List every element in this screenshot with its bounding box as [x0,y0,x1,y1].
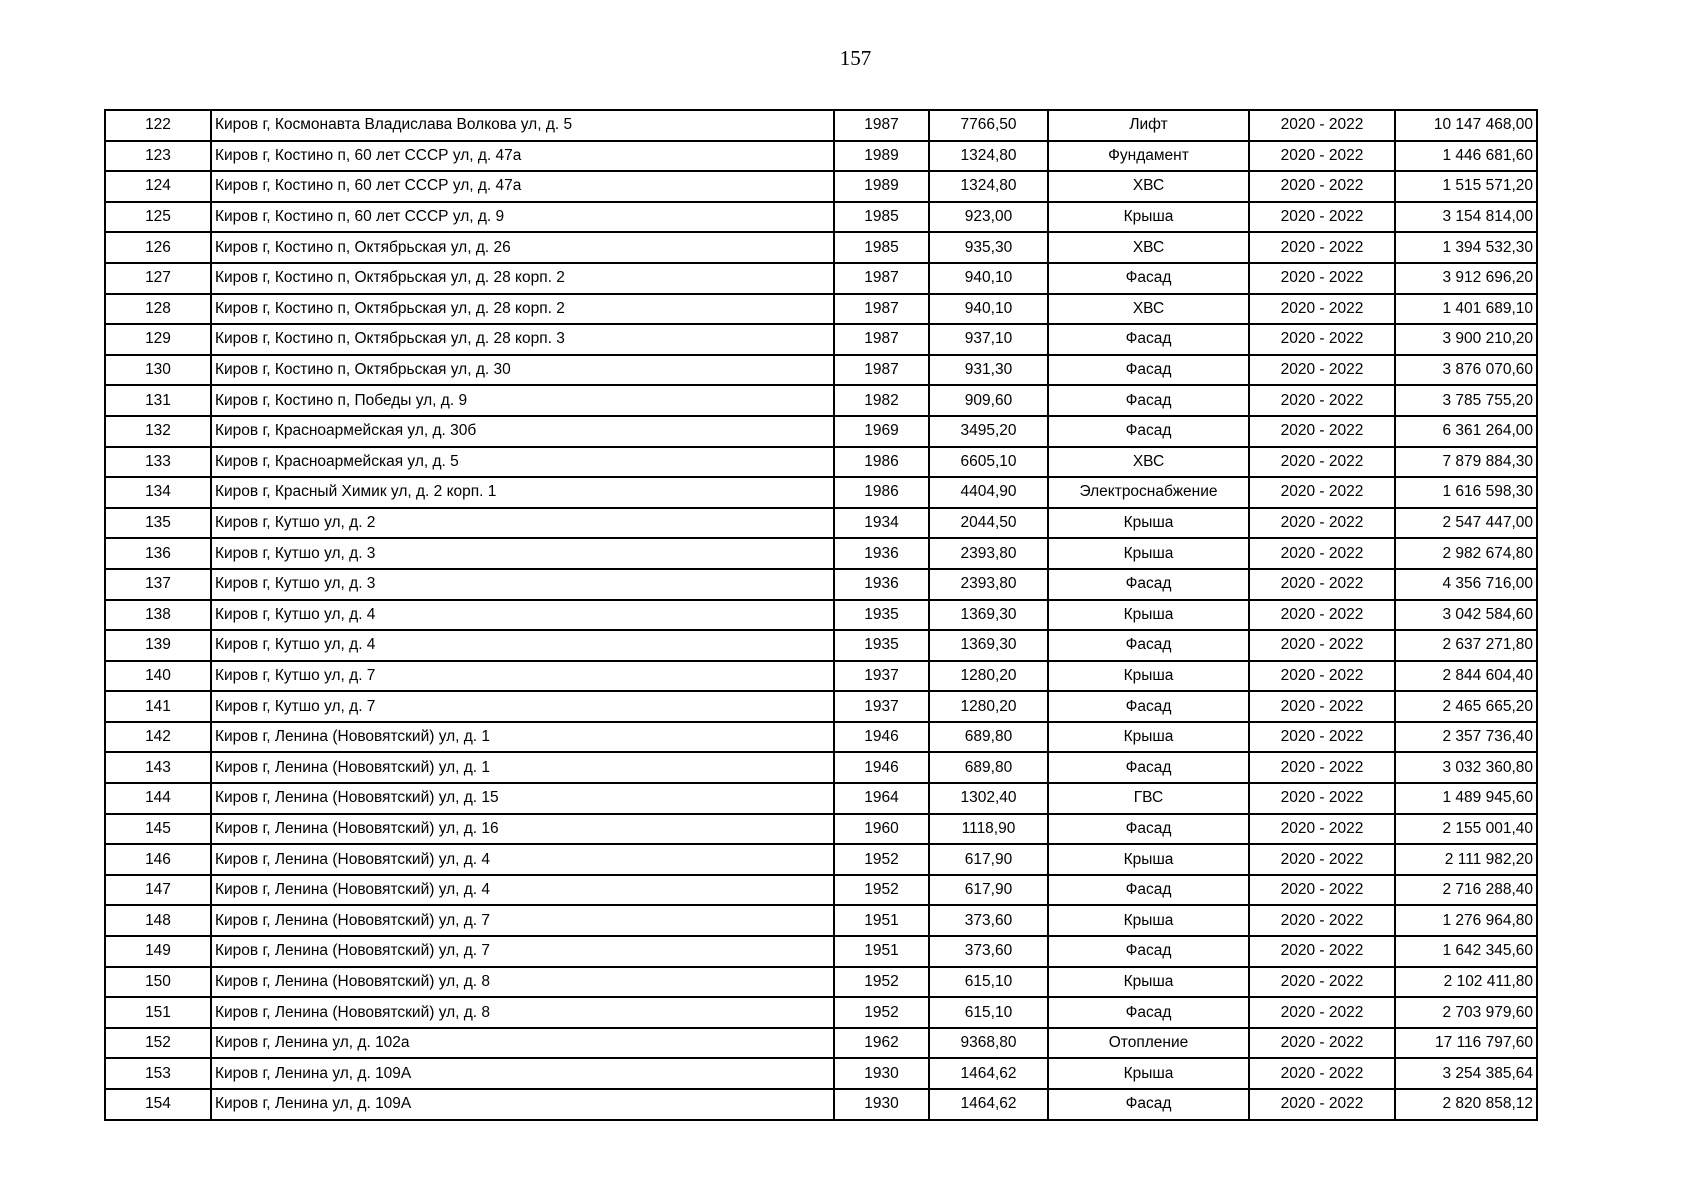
build-year-cell: 1987 [834,294,929,325]
table-row [105,294,1537,325]
address-cell: Киров г, Костино п, Победы ул, д. 9 [211,385,834,416]
area-cell: 2393,80 [929,538,1048,569]
table-body [105,110,1537,1120]
table-row [105,905,1537,936]
row-number-cell: 129 [105,324,211,355]
build-year-cell: 1936 [834,538,929,569]
table-row [105,875,1537,906]
build-year-cell: 1946 [834,752,929,783]
build-year-cell: 1936 [834,569,929,600]
row-number-cell: 140 [105,661,211,692]
area-cell: 931,30 [929,355,1048,386]
cost-cell: 7 879 884,30 [1395,447,1537,478]
work-type-cell: ГВС [1048,783,1249,814]
cost-cell: 2 637 271,80 [1395,630,1537,661]
table-row [105,691,1537,722]
area-cell: 1324,80 [929,171,1048,202]
address-cell: Киров г, Ленина ул, д. 109А [211,1058,834,1089]
area-cell: 940,10 [929,294,1048,325]
work-type-cell: Фасад [1048,263,1249,294]
row-number-cell: 144 [105,783,211,814]
row-number-cell: 151 [105,997,211,1028]
period-cell: 2020 - 2022 [1249,232,1395,263]
period-cell: 2020 - 2022 [1249,630,1395,661]
address-cell: Киров г, Кутшо ул, д. 4 [211,630,834,661]
build-year-cell: 1952 [834,875,929,906]
work-type-cell: Фасад [1048,997,1249,1028]
cost-cell: 3 032 360,80 [1395,752,1537,783]
area-cell: 7766,50 [929,110,1048,141]
table-row [105,997,1537,1028]
build-year-cell: 1951 [834,905,929,936]
cost-cell: 2 844 604,40 [1395,661,1537,692]
build-year-cell: 1930 [834,1089,929,1120]
cost-cell: 3 154 814,00 [1395,202,1537,233]
table-row [105,752,1537,783]
build-year-cell: 1964 [834,783,929,814]
address-cell: Киров г, Кутшо ул, д. 2 [211,508,834,539]
area-cell: 617,90 [929,875,1048,906]
cost-cell: 1 515 571,20 [1395,171,1537,202]
address-cell: Киров г, Ленина (Нововятский) ул, д. 16 [211,814,834,845]
period-cell: 2020 - 2022 [1249,110,1395,141]
area-cell: 1302,40 [929,783,1048,814]
work-type-cell: ХВС [1048,232,1249,263]
cost-cell: 1 446 681,60 [1395,141,1537,172]
cost-cell: 1 489 945,60 [1395,783,1537,814]
table-row [105,722,1537,753]
address-cell: Киров г, Кутшо ул, д. 7 [211,691,834,722]
build-year-cell: 1934 [834,508,929,539]
work-type-cell: Фасад [1048,752,1249,783]
address-cell: Киров г, Кутшо ул, д. 3 [211,569,834,600]
period-cell: 2020 - 2022 [1249,263,1395,294]
address-cell: Киров г, Ленина (Нововятский) ул, д. 7 [211,905,834,936]
address-cell: Киров г, Ленина (Нововятский) ул, д. 1 [211,752,834,783]
address-cell: Киров г, Космонавта Владислава Волкова ул, д. 5 [211,110,834,141]
build-year-cell: 1985 [834,202,929,233]
build-year-cell: 1952 [834,997,929,1028]
period-cell: 2020 - 2022 [1249,1058,1395,1089]
row-number-cell: 123 [105,141,211,172]
row-number-cell: 150 [105,967,211,998]
cost-cell: 1 394 532,30 [1395,232,1537,263]
cost-cell: 3 876 070,60 [1395,355,1537,386]
row-number-cell: 125 [105,202,211,233]
table-row [105,171,1537,202]
build-year-cell: 1930 [834,1058,929,1089]
row-number-cell: 133 [105,447,211,478]
row-number-cell: 137 [105,569,211,600]
period-cell: 2020 - 2022 [1249,141,1395,172]
repair-schedule-table [104,109,1538,1121]
cost-cell: 3 254 385,64 [1395,1058,1537,1089]
address-cell: Киров г, Костино п, 60 лет СССР ул, д. 47а [211,171,834,202]
cost-cell: 3 900 210,20 [1395,324,1537,355]
area-cell: 1324,80 [929,141,1048,172]
cost-cell: 1 616 598,30 [1395,477,1537,508]
work-type-cell: Фасад [1048,1089,1249,1120]
cost-cell: 2 155 001,40 [1395,814,1537,845]
period-cell: 2020 - 2022 [1249,600,1395,631]
area-cell: 1280,20 [929,691,1048,722]
area-cell: 1280,20 [929,661,1048,692]
area-cell: 689,80 [929,752,1048,783]
row-number-cell: 122 [105,110,211,141]
address-cell: Киров г, Ленина (Нововятский) ул, д. 15 [211,783,834,814]
cost-cell: 17 116 797,60 [1395,1028,1537,1059]
table-row [105,324,1537,355]
period-cell: 2020 - 2022 [1249,814,1395,845]
address-cell: Киров г, Ленина (Нововятский) ул, д. 4 [211,875,834,906]
work-type-cell: Крыша [1048,538,1249,569]
work-type-cell: Фасад [1048,691,1249,722]
build-year-cell: 1982 [834,385,929,416]
period-cell: 2020 - 2022 [1249,875,1395,906]
build-year-cell: 1986 [834,477,929,508]
cost-cell: 2 111 982,20 [1395,844,1537,875]
area-cell: 1369,30 [929,630,1048,661]
area-cell: 615,10 [929,997,1048,1028]
area-cell: 2044,50 [929,508,1048,539]
row-number-cell: 154 [105,1089,211,1120]
period-cell: 2020 - 2022 [1249,752,1395,783]
area-cell: 1118,90 [929,814,1048,845]
cost-cell: 2 102 411,80 [1395,967,1537,998]
cost-cell: 3 912 696,20 [1395,263,1537,294]
period-cell: 2020 - 2022 [1249,783,1395,814]
period-cell: 2020 - 2022 [1249,967,1395,998]
row-number-cell: 126 [105,232,211,263]
work-type-cell: Лифт [1048,110,1249,141]
work-type-cell: Фасад [1048,814,1249,845]
area-cell: 373,60 [929,936,1048,967]
row-number-cell: 132 [105,416,211,447]
period-cell: 2020 - 2022 [1249,447,1395,478]
period-cell: 2020 - 2022 [1249,294,1395,325]
area-cell: 1464,62 [929,1089,1048,1120]
period-cell: 2020 - 2022 [1249,997,1395,1028]
row-number-cell: 143 [105,752,211,783]
area-cell: 6605,10 [929,447,1048,478]
area-cell: 4404,90 [929,477,1048,508]
period-cell: 2020 - 2022 [1249,355,1395,386]
area-cell: 373,60 [929,905,1048,936]
address-cell: Киров г, Кутшо ул, д. 7 [211,661,834,692]
work-type-cell: Крыша [1048,661,1249,692]
row-number-cell: 145 [105,814,211,845]
table-row [105,263,1537,294]
period-cell: 2020 - 2022 [1249,477,1395,508]
work-type-cell: Фасад [1048,569,1249,600]
table-row [105,967,1537,998]
work-type-cell: Фасад [1048,875,1249,906]
table-row [105,141,1537,172]
work-type-cell: Крыша [1048,600,1249,631]
period-cell: 2020 - 2022 [1249,1089,1395,1120]
build-year-cell: 1985 [834,232,929,263]
table-row [105,1028,1537,1059]
row-number-cell: 153 [105,1058,211,1089]
area-cell: 940,10 [929,263,1048,294]
period-cell: 2020 - 2022 [1249,569,1395,600]
period-cell: 2020 - 2022 [1249,691,1395,722]
table-row [105,355,1537,386]
build-year-cell: 1987 [834,355,929,386]
area-cell: 2393,80 [929,569,1048,600]
work-type-cell: Фасад [1048,936,1249,967]
cost-cell: 1 401 689,10 [1395,294,1537,325]
period-cell: 2020 - 2022 [1249,385,1395,416]
period-cell: 2020 - 2022 [1249,844,1395,875]
work-type-cell: Фундамент [1048,141,1249,172]
build-year-cell: 1935 [834,630,929,661]
work-type-cell: Крыша [1048,202,1249,233]
address-cell: Киров г, Костино п, Октябрьская ул, д. 28 корп. 2 [211,294,834,325]
address-cell: Киров г, Ленина (Нововятский) ул, д. 4 [211,844,834,875]
table-row [105,508,1537,539]
area-cell: 1369,30 [929,600,1048,631]
build-year-cell: 1946 [834,722,929,753]
table-row [105,1089,1537,1120]
period-cell: 2020 - 2022 [1249,905,1395,936]
cost-cell: 3 042 584,60 [1395,600,1537,631]
build-year-cell: 1937 [834,691,929,722]
build-year-cell: 1987 [834,110,929,141]
row-number-cell: 127 [105,263,211,294]
work-type-cell: ХВС [1048,447,1249,478]
build-year-cell: 1962 [834,1028,929,1059]
table-row [105,202,1537,233]
table-row [105,569,1537,600]
address-cell: Киров г, Кутшо ул, д. 3 [211,538,834,569]
work-type-cell: Отопление [1048,1028,1249,1059]
address-cell: Киров г, Костино п, Октябрьская ул, д. 30 [211,355,834,386]
table-row [105,447,1537,478]
row-number-cell: 142 [105,722,211,753]
work-type-cell: Фасад [1048,355,1249,386]
cost-cell: 6 361 264,00 [1395,416,1537,447]
cost-cell: 2 547 447,00 [1395,508,1537,539]
area-cell: 617,90 [929,844,1048,875]
area-cell: 3495,20 [929,416,1048,447]
build-year-cell: 1989 [834,141,929,172]
build-year-cell: 1960 [834,814,929,845]
table-row [105,416,1537,447]
period-cell: 2020 - 2022 [1249,661,1395,692]
period-cell: 2020 - 2022 [1249,722,1395,753]
address-cell: Киров г, Ленина (Нововятский) ул, д. 8 [211,997,834,1028]
row-number-cell: 124 [105,171,211,202]
build-year-cell: 1987 [834,324,929,355]
build-year-cell: 1952 [834,844,929,875]
table-row [105,844,1537,875]
cost-cell: 4 356 716,00 [1395,569,1537,600]
table-row [105,936,1537,967]
work-type-cell: Крыша [1048,1058,1249,1089]
work-type-cell: Крыша [1048,722,1249,753]
area-cell: 937,10 [929,324,1048,355]
area-cell: 935,30 [929,232,1048,263]
address-cell: Киров г, Красный Химик ул, д. 2 корп. 1 [211,477,834,508]
row-number-cell: 131 [105,385,211,416]
row-number-cell: 139 [105,630,211,661]
work-type-cell: Крыша [1048,905,1249,936]
cost-cell: 10 147 468,00 [1395,110,1537,141]
address-cell: Киров г, Ленина (Нововятский) ул, д. 7 [211,936,834,967]
work-type-cell: ХВС [1048,294,1249,325]
row-number-cell: 147 [105,875,211,906]
period-cell: 2020 - 2022 [1249,202,1395,233]
table-row [105,232,1537,263]
table-row [105,630,1537,661]
period-cell: 2020 - 2022 [1249,936,1395,967]
row-number-cell: 148 [105,905,211,936]
area-cell: 909,60 [929,385,1048,416]
work-type-cell: Крыша [1048,508,1249,539]
table-row [105,1058,1537,1089]
area-cell: 9368,80 [929,1028,1048,1059]
address-cell: Киров г, Костино п, Октябрьская ул, д. 26 [211,232,834,263]
address-cell: Киров г, Костино п, Октябрьская ул, д. 28 корп. 2 [211,263,834,294]
address-cell: Киров г, Ленина ул, д. 109А [211,1089,834,1120]
cost-cell: 2 357 736,40 [1395,722,1537,753]
row-number-cell: 128 [105,294,211,325]
table-row [105,477,1537,508]
row-number-cell: 130 [105,355,211,386]
table-row [105,385,1537,416]
build-year-cell: 1951 [834,936,929,967]
address-cell: Киров г, Ленина (Нововятский) ул, д. 1 [211,722,834,753]
table-row [105,661,1537,692]
area-cell: 615,10 [929,967,1048,998]
address-cell: Киров г, Ленина ул, д. 102а [211,1028,834,1059]
build-year-cell: 1989 [834,171,929,202]
work-type-cell: Электроснабжение [1048,477,1249,508]
area-cell: 1464,62 [929,1058,1048,1089]
build-year-cell: 1986 [834,447,929,478]
build-year-cell: 1937 [834,661,929,692]
address-cell: Киров г, Костино п, 60 лет СССР ул, д. 47а [211,141,834,172]
row-number-cell: 138 [105,600,211,631]
cost-cell: 2 820 858,12 [1395,1089,1537,1120]
work-type-cell: Фасад [1048,324,1249,355]
period-cell: 2020 - 2022 [1249,416,1395,447]
period-cell: 2020 - 2022 [1249,508,1395,539]
row-number-cell: 146 [105,844,211,875]
table-row [105,600,1537,631]
work-type-cell: Крыша [1048,844,1249,875]
cost-cell: 2 703 979,60 [1395,997,1537,1028]
row-number-cell: 141 [105,691,211,722]
address-cell: Киров г, Кутшо ул, д. 4 [211,600,834,631]
work-type-cell: Фасад [1048,630,1249,661]
table-row [105,814,1537,845]
address-cell: Киров г, Красноармейская ул, д. 30б [211,416,834,447]
cost-cell: 2 716 288,40 [1395,875,1537,906]
period-cell: 2020 - 2022 [1249,538,1395,569]
cost-cell: 2 982 674,80 [1395,538,1537,569]
period-cell: 2020 - 2022 [1249,171,1395,202]
area-cell: 923,00 [929,202,1048,233]
work-type-cell: Фасад [1048,416,1249,447]
address-cell: Киров г, Ленина (Нововятский) ул, д. 8 [211,967,834,998]
address-cell: Киров г, Костино п, Октябрьская ул, д. 28 корп. 3 [211,324,834,355]
build-year-cell: 1969 [834,416,929,447]
page-number: 157 [839,46,872,70]
period-cell: 2020 - 2022 [1249,324,1395,355]
build-year-cell: 1952 [834,967,929,998]
area-cell: 689,80 [929,722,1048,753]
work-type-cell: ХВС [1048,171,1249,202]
cost-cell: 1 276 964,80 [1395,905,1537,936]
table-row [105,538,1537,569]
row-number-cell: 149 [105,936,211,967]
table-row [105,110,1537,141]
address-cell: Киров г, Красноармейская ул, д. 5 [211,447,834,478]
cost-cell: 3 785 755,20 [1395,385,1537,416]
build-year-cell: 1987 [834,263,929,294]
build-year-cell: 1935 [834,600,929,631]
row-number-cell: 152 [105,1028,211,1059]
row-number-cell: 135 [105,508,211,539]
address-cell: Киров г, Костино п, 60 лет СССР ул, д. 9 [211,202,834,233]
cost-cell: 2 465 665,20 [1395,691,1537,722]
table-row [105,783,1537,814]
cost-cell: 1 642 345,60 [1395,936,1537,967]
period-cell: 2020 - 2022 [1249,1028,1395,1059]
row-number-cell: 136 [105,538,211,569]
work-type-cell: Фасад [1048,385,1249,416]
row-number-cell: 134 [105,477,211,508]
work-type-cell: Крыша [1048,967,1249,998]
